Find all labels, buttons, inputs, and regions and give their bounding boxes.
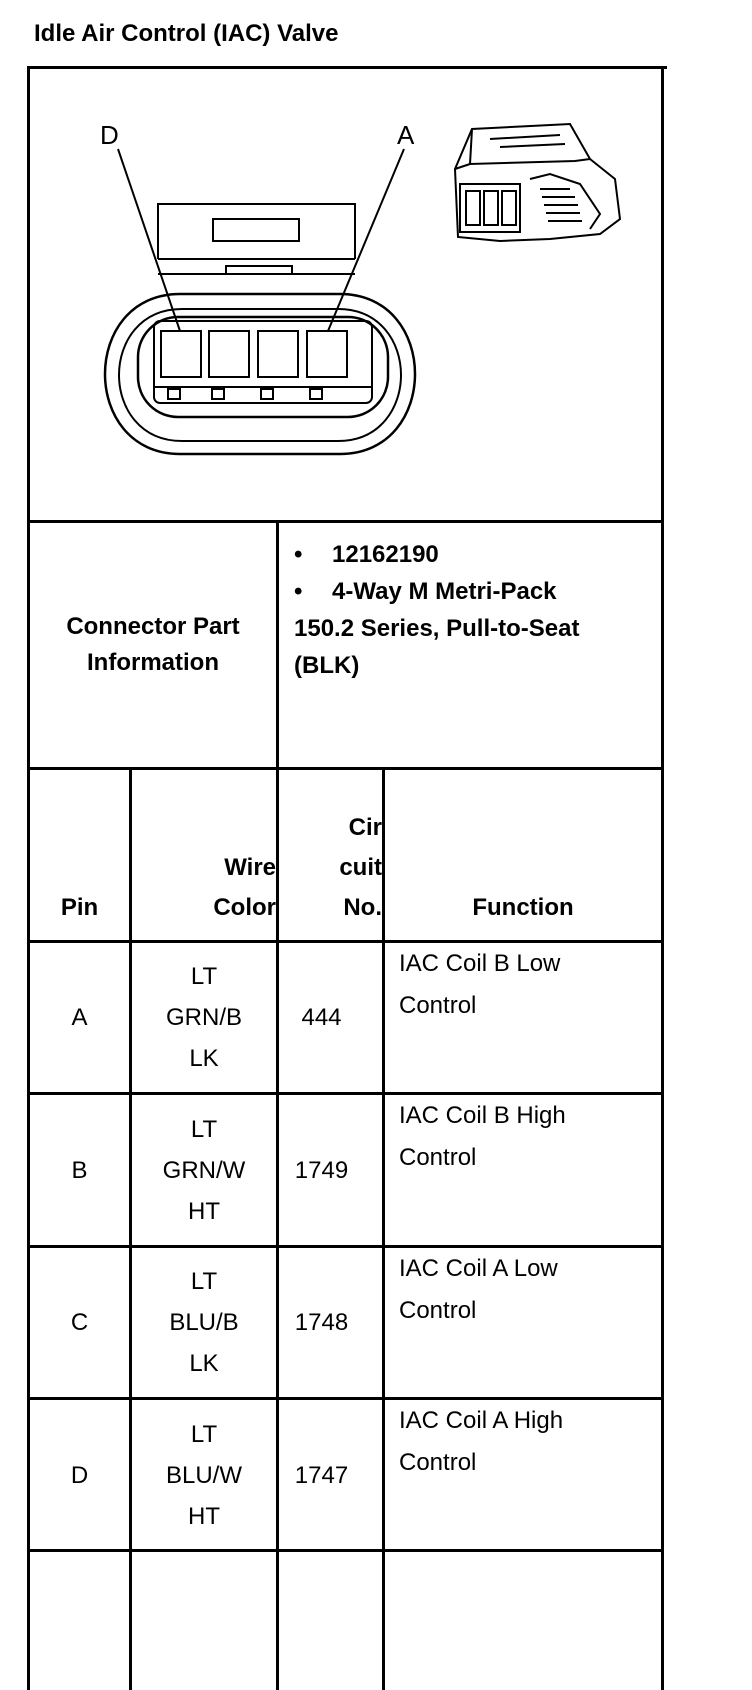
row-c-function-line2: Control [399, 1297, 477, 1324]
row-c-function [385, 1248, 661, 1397]
row-d-color-line3: HT [188, 1502, 220, 1530]
row-c-color-line2: BLU/B [169, 1309, 239, 1336]
part-number: 12162190 [332, 541, 439, 568]
divider [276, 520, 279, 768]
connector-info-label-line1: Connector Part [66, 613, 240, 640]
row-divider [27, 1549, 664, 1552]
row-b-color-line3: HT [188, 1197, 220, 1225]
row-c-function-line1: IAC Coil A Low [399, 1255, 558, 1282]
row-b-function [385, 1095, 661, 1245]
row-a-color-line2: GRN/B [165, 1004, 242, 1031]
row-b-color-line1: LT [190, 1115, 218, 1143]
row-a-function-line2: Control [399, 992, 477, 1019]
row-d-circuit: 1747 [294, 1461, 349, 1489]
header-pin-text: Pin [60, 894, 99, 921]
row-c-color [132, 1248, 276, 1397]
connector-type: 4-Way M Metri-Pack [332, 578, 557, 605]
row-b-color [132, 1095, 276, 1245]
row-d-color-line1: LT [190, 1420, 218, 1448]
table-right-border [661, 66, 664, 1690]
row-a-circuit: 444 [301, 1004, 342, 1031]
row-a-color [132, 943, 276, 1092]
row-b-function-line2: Control [399, 1144, 477, 1171]
header-circuit-line2: cuit [339, 854, 382, 881]
header-function-text: Function [472, 894, 574, 921]
row-d-function [385, 1400, 661, 1550]
row-c-color-line3: LK [189, 1350, 219, 1377]
connector-info-label [30, 523, 276, 767]
row-a-color-line1: LT [190, 963, 218, 990]
connector-series: 150.2 Series, Pull-to-Seat [294, 615, 580, 642]
row-b-color-line2: GRN/W [162, 1156, 246, 1184]
pin-label-a: A [397, 120, 415, 150]
header-circuit-line3: No. [343, 894, 382, 921]
row-c-circuit: 1748 [294, 1309, 349, 1336]
row-c-pin: C [70, 1309, 89, 1336]
connector-3d-illustration [455, 124, 620, 241]
connector-diagram [30, 69, 660, 521]
header-function [385, 770, 661, 940]
header-wire-color [132, 770, 276, 940]
row-b-pin: B [71, 1156, 88, 1184]
row-a-color-line3: LK [189, 1045, 219, 1072]
connector-info-details: • 12162190 • 4-Way M Metri-Pack 150.2 Series, Pull-to-Seat (BLK) [294, 536, 654, 684]
page-title: Idle Air Control (IAC) Valve [34, 20, 339, 47]
header-wire-color-line2: Color [213, 894, 276, 921]
row-d-color-line2: BLU/W [165, 1461, 242, 1489]
row-a-function-line1: IAC Coil B Low [399, 950, 561, 977]
row-d-color [132, 1400, 276, 1550]
header-wire-color-line1: Wire [224, 854, 276, 881]
row-c-color-line1: LT [190, 1268, 218, 1295]
row-d-pin: D [70, 1461, 89, 1489]
row-d-function-line1: IAC Coil A High [399, 1407, 564, 1434]
connector-info-label-line2: Information [87, 649, 219, 676]
connector-color: (BLK) [294, 652, 360, 679]
pin-label-d: D [100, 120, 119, 150]
header-pin [30, 770, 129, 940]
connector-face-drawing [105, 149, 415, 454]
row-b-function-line1: IAC Coil B High [399, 1102, 566, 1129]
row-a-function [385, 943, 661, 1092]
row-d-function-line2: Control [399, 1449, 477, 1476]
row-b-circuit: 1749 [294, 1156, 349, 1184]
row-a-pin: A [71, 1004, 88, 1031]
header-circuit [279, 770, 382, 940]
header-circuit-line1: Cir [348, 814, 382, 841]
